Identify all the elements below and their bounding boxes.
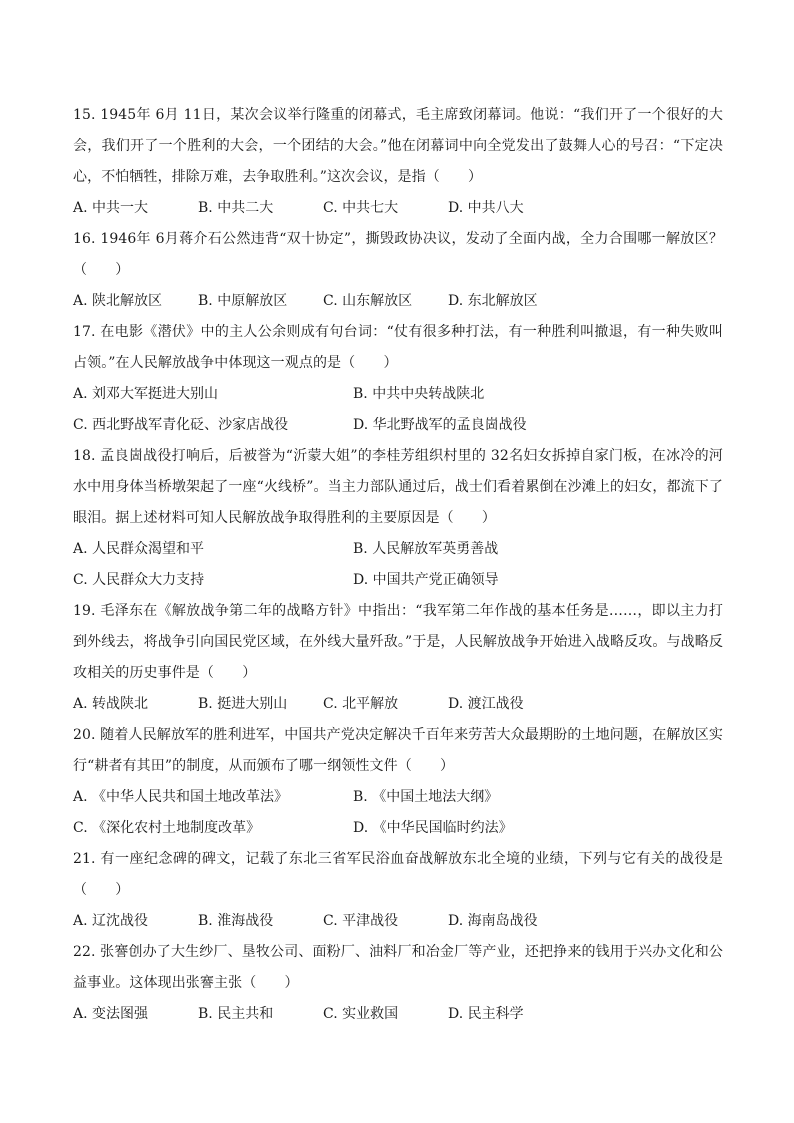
exam-page bbox=[73, 100, 723, 1030]
question-20 bbox=[73, 720, 723, 844]
option-d: D. 渡江战役 bbox=[448, 696, 524, 712]
option-a: A. 辽沈战役 bbox=[73, 913, 149, 929]
option-a: A. 中共一大 bbox=[73, 200, 149, 216]
option-c: C. 《深化农村土地制度改革》 bbox=[73, 820, 261, 836]
option-list bbox=[73, 689, 723, 720]
option-b: B. 民主共和 bbox=[198, 1006, 274, 1022]
option-list bbox=[73, 782, 723, 844]
question-stem: 21. 有一座纪念碑的碑文，记载了东北三省军民浴血奋战解放东北全境的业绩，下列与它有关的战役是（ ） bbox=[73, 851, 723, 898]
option-d: D. 民主科学 bbox=[448, 1006, 524, 1022]
option-b: B. 挺进大别山 bbox=[198, 696, 288, 712]
question-18 bbox=[73, 441, 723, 596]
option-c: C. 西北野战军青化砭、沙家店战役 bbox=[73, 417, 289, 433]
question-22 bbox=[73, 937, 723, 1030]
option-d: D. 中共八大 bbox=[448, 200, 524, 216]
question-stem: 15. 1945年 6月 11日，某次会议举行隆重的闭幕式，毛主席致闭幕词。他说：“我们开了一个很好的大会，我们开了一个胜利的大会，一个团结的大会。”他在闭幕词中向全党发出了鼓舞人心的号召：“下定决心，不怕牺牲，排除万难，去争取胜利。”这次会议，是指（ ） bbox=[73, 107, 723, 185]
question-stem: 16. 1946年 6月蒋介石公然违背“双十协定”，撕毁政协决议，发动了全面内战，全力合围哪一解放区？（ ） bbox=[73, 231, 723, 278]
option-c: C. 人民群众大力支持 bbox=[73, 572, 205, 588]
question-17 bbox=[73, 317, 723, 441]
option-c: C. 平津战役 bbox=[323, 913, 399, 929]
option-b: B. 中共中央转战陕北 bbox=[353, 386, 485, 402]
option-b: B. 中原解放区 bbox=[198, 293, 288, 309]
option-list bbox=[73, 193, 723, 224]
option-a: A. 转战陕北 bbox=[73, 696, 149, 712]
option-a: A. 刘邓大军挺进大别山 bbox=[73, 386, 219, 402]
option-a: A. 人民群众渴望和平 bbox=[73, 541, 205, 557]
question-16 bbox=[73, 224, 723, 317]
option-d: D. 《中华民国临时约法》 bbox=[353, 820, 513, 836]
option-d: D. 中国共产党正确领导 bbox=[353, 572, 499, 588]
question-stem: 18. 孟良崮战役打响后，后被誉为“沂蒙大姐”的李桂芳组织村里的 32名妇女拆掉自家门板，在冰冷的河水中用身体当桥墩架起了一座“火线桥”。当主力部队通过后，战士们看着累倒在沙滩上的妇女，都流下了眼泪。据上述材料可知人民解放战争取得胜利的主要原因是（ ） bbox=[73, 448, 723, 526]
option-list bbox=[73, 286, 723, 317]
option-c: C. 实业救国 bbox=[323, 1006, 399, 1022]
question-stem: 22. 张謇创办了大生纱厂、垦牧公司、面粉厂、油料厂和冶金厂等产业，还把挣来的钱用于兴办文化和公益事业。这体现出张謇主张（ ） bbox=[73, 944, 723, 991]
option-b: B. 人民解放军英勇善战 bbox=[353, 541, 499, 557]
question-stem: 17. 在电影《潜伏》中的主人公余则成有句台词：“仗有很多种打法，有一种胜利叫撤退，有一种失败叫占领。”在人民解放战争中体现这一观点的是（ ） bbox=[73, 324, 723, 371]
option-list bbox=[73, 379, 723, 441]
option-list bbox=[73, 534, 723, 596]
option-b: B. 淮海战役 bbox=[198, 913, 274, 929]
option-d: D. 东北解放区 bbox=[448, 293, 538, 309]
option-list bbox=[73, 999, 723, 1030]
option-a: A. 变法图强 bbox=[73, 1006, 149, 1022]
question-19 bbox=[73, 596, 723, 720]
option-c: C. 中共七大 bbox=[323, 200, 399, 216]
option-list bbox=[73, 906, 723, 937]
option-a: A. 《中华人民共和国土地改革法》 bbox=[73, 789, 289, 805]
option-c: C. 北平解放 bbox=[323, 696, 399, 712]
option-b: B. 中共二大 bbox=[198, 200, 274, 216]
question-15 bbox=[73, 100, 723, 224]
option-c: C. 山东解放区 bbox=[323, 293, 413, 309]
option-d: D. 海南岛战役 bbox=[448, 913, 538, 929]
question-stem: 19. 毛泽东在《解放战争第二年的战略方针》中指出：“我军第二年作战的基本任务是……，即以主力打到外线去，将战争引向国民党区域，在外线大量歼敌。”于是，人民解放战争开始进入战略反攻。与战略反攻相关的历史事件是（ ） bbox=[73, 603, 723, 681]
question-stem: 20. 随着人民解放军的胜利进军，中国共产党决定解决千百年来劳苦大众最期盼的土地问题，在解放区实行“耕者有其田”的制度，从而颁布了哪一纲领性文件（ ） bbox=[73, 727, 723, 774]
option-d: D. 华北野战军的孟良崮战役 bbox=[353, 417, 527, 433]
option-a: A. 陕北解放区 bbox=[73, 293, 163, 309]
option-b: B. 《中国土地法大纲》 bbox=[353, 789, 499, 805]
question-21 bbox=[73, 844, 723, 937]
